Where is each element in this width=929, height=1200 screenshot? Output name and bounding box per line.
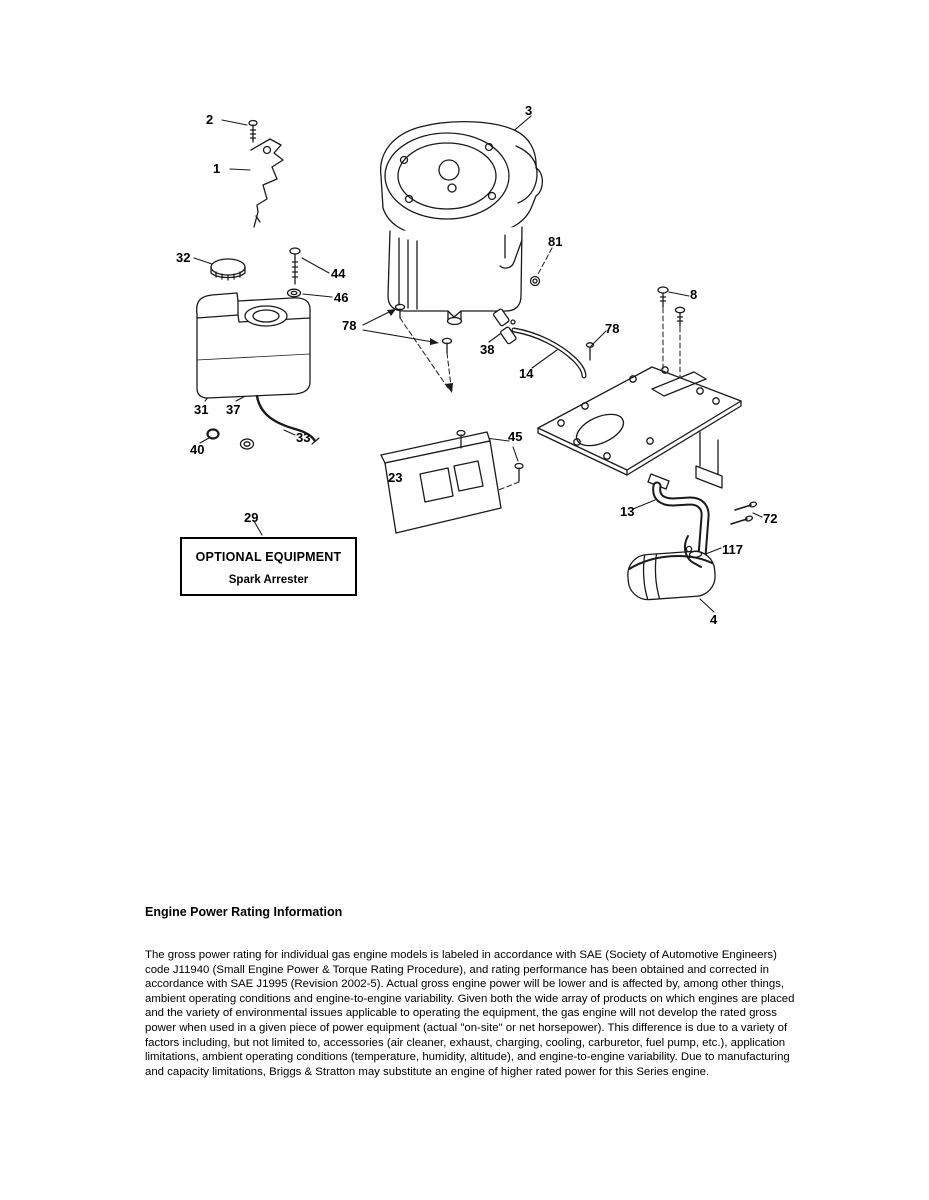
throttle-control-assembly [249,121,283,228]
fuel-tank-31 [197,293,310,398]
muffler-4 [627,550,717,601]
callout-40: 40 [190,442,205,457]
exhaust-pipe-13 [648,474,705,556]
alignment-arrow [445,383,453,393]
callout-44: 44 [331,266,346,281]
screw-2 [249,121,257,143]
fuel-tank-assembly [197,248,319,449]
callout-38: 38 [480,342,495,357]
fuel-cap-32 [211,259,245,280]
washer-46 [288,289,301,297]
callout-14: 14 [519,366,534,381]
fuel-inlet-assembly [493,308,594,376]
callout-23: 23 [388,470,403,485]
callout-33: 33 [296,430,311,445]
callout-3: 3 [525,103,533,118]
callout-32: 32 [176,250,191,265]
callout-31: 31 [194,402,209,417]
engine-power-info-section [145,905,803,1079]
callout-13: 13 [620,504,635,519]
fittings-38 [493,308,517,344]
callout-1: 1 [213,161,221,176]
screws-78-left [396,304,452,353]
callout-78-right: 78 [605,321,620,336]
callout-2: 2 [206,112,214,127]
optional-equipment-box [180,537,357,596]
info-body: The gross power rating for individual gas engine models is labeled in accordance with SAE (Society of Automotive Engineers) code J11940 (Small Engine Power & Torque Rating Procedure), and rating performance has been obtained and corrected in accordance with SAE J1995 (Revision 2002-5). Actual gross engine power will be lower and is affected by, among other things, ambient operating conditions and engine-to-engine variability. Given both the wide array of products on which engines are placed and the variety of environmental issues applicable to operating the equipment, the gas engine will not develop the rated gross power when used in a given piece of power equipment (actual "on-site" or net horsepower). This difference is due to a variety of factors including, but not limited to, accessories (air cleaner, exhaust, charging, cooling, carburetor, fuel pump, etc.), application limitations, ambient operating conditions (temperature, humidity, altitude), and engine-to-engine variability. Due to manufacturing and capacity limitations, Briggs & Stratton may substitute an engine of higher rated power for this Series engine. [145,949,795,1078]
nut-81 [531,277,540,286]
grommet-37 [241,439,254,449]
screw-78-right [587,343,594,360]
o-ring-40 [208,430,219,439]
optional-equipment-title: OPTIONAL EQUIPMENT [195,550,342,564]
info-heading: Engine Power Rating Information [145,905,343,919]
callout-4: 4 [710,612,718,627]
callout-46: 46 [334,290,349,305]
screw-44 [290,248,300,284]
mounting-frame [538,367,741,488]
callout-78-left: 78 [342,318,357,333]
callout-8: 8 [690,287,698,302]
callout-81: 81 [548,234,563,249]
callout-29: 29 [244,510,259,525]
callout-37: 37 [226,402,241,417]
callout-72: 72 [763,511,778,526]
callout-45: 45 [508,429,523,444]
optional-equipment-subtitle: Spark Arrester [228,574,309,586]
engine-assembly [381,122,543,325]
callout-117: 117 [722,542,743,557]
